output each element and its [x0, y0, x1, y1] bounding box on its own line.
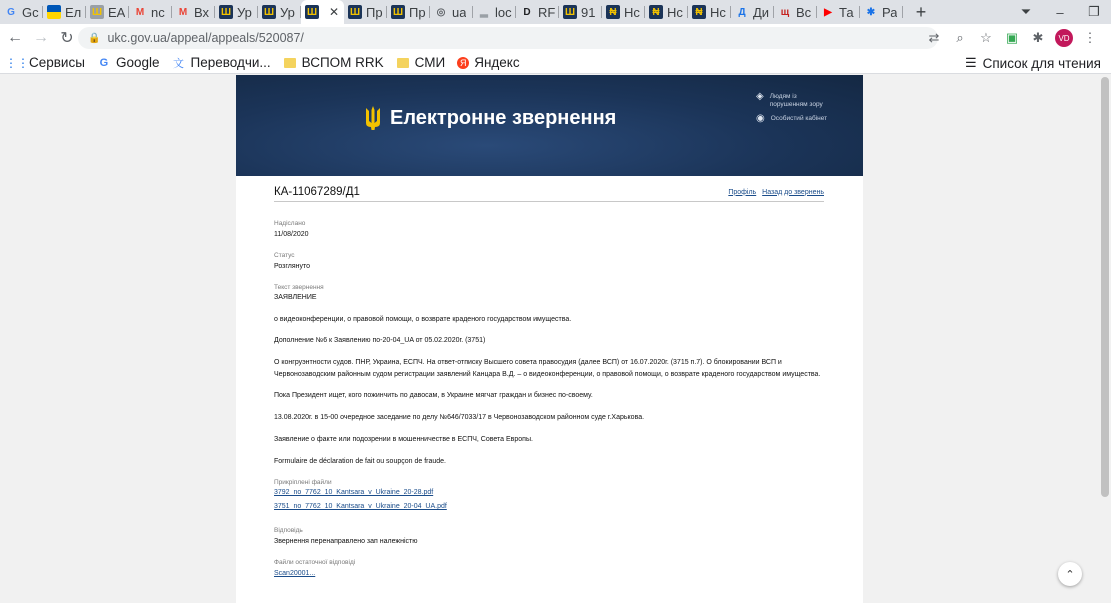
youtube-icon: ▶: [824, 6, 832, 18]
chart-icon: ▂: [480, 6, 488, 18]
tab-label: Ел: [65, 4, 82, 20]
reading-list-icon: ☰: [964, 55, 977, 70]
appeal-paragraph: Пока Президент ищет, кого пожинчить по давосам, в Украине мягчат граждан и бизнес по-своему.: [274, 392, 593, 399]
translate-icon: 文: [172, 57, 184, 70]
google-icon: G: [99, 56, 109, 69]
bookmark-yandex[interactable]: Я Яндекс: [457, 55, 519, 70]
scrollbar-thumb[interactable]: [1101, 77, 1109, 497]
attached-file-link[interactable]: 3792_no_7762_10_Kantsara_v_Ukraine_20-28.pdf: [274, 489, 434, 496]
browser-tab[interactable]: [731, 0, 774, 24]
appeal-paragraph: Заявление о факте или подозрении в мошенничестве в ЕСПЧ, Совета Европы.: [274, 436, 533, 443]
appeal-card: [236, 75, 863, 603]
browser-tab[interactable]: [860, 0, 903, 24]
final-file-link[interactable]: Scan20001...: [274, 570, 316, 577]
url-text: ukc.gov.ua/appeal/appeals/520087/: [107, 31, 304, 45]
trident-icon: Ш: [263, 6, 275, 18]
status-label: Статус: [274, 252, 295, 259]
tab-label: Нс: [710, 4, 726, 20]
browser-tab[interactable]: [473, 0, 516, 24]
court-icon: ₦: [649, 5, 663, 19]
court-icon: ₦: [606, 5, 620, 19]
browser-tab[interactable]: [430, 0, 473, 24]
browser-tab[interactable]: [172, 0, 215, 24]
new-tab-button[interactable]: +: [915, 1, 927, 22]
browser-tab[interactable]: [86, 0, 129, 24]
tab-label: Ди: [753, 4, 770, 20]
chevron-up-icon: ⌃: [1065, 568, 1075, 581]
tab-label: Вс: [796, 4, 812, 20]
browser-tab[interactable]: [215, 0, 258, 24]
tab-label: Нс: [624, 4, 640, 20]
trident-icon: Ш: [564, 6, 576, 18]
browser-tab[interactable]: [817, 0, 860, 24]
appeal-content: [274, 186, 824, 202]
extension-green-icon[interactable]: ▣: [1005, 30, 1019, 45]
appeal-paragraph: О конгруэнтности судов. ПНР, Украина, ЕСПЧ. На ответ-отписку Высшего совета правосудия (далее ВСП) от 16.07.2020г. (3715 п.7). О блокировании ВСП и Червонозаводским районным судом регистрации заявлений Канцара В.Д. – о видеоконференции, о правовой помощи, о возврате краденого государством имущества.: [274, 359, 821, 378]
attached-file-link[interactable]: 3751_no_7762_10_Kantsara_v_Ukraine_20-04_UA.pdf: [274, 503, 447, 510]
close-icon[interactable]: ✕: [329, 5, 340, 19]
avatar[interactable]: VD: [1055, 29, 1073, 47]
record-header: [274, 186, 824, 202]
sent-label: Надіслано: [274, 220, 306, 227]
back-arrow-icon[interactable]: ←: [7, 29, 23, 46]
tab-label: Вх: [194, 4, 210, 20]
browser-tab[interactable]: [387, 0, 430, 24]
apps-grid-icon: ⋮⋮: [5, 55, 29, 70]
ua-flag-icon: [47, 5, 61, 19]
d-icon: Д: [738, 6, 746, 18]
back-to-appeals-link[interactable]: Назад до звернень: [762, 188, 824, 196]
tab-label: Ра: [882, 4, 898, 20]
text-icon: щ: [780, 6, 790, 18]
final-files-label: Файли остаточної відповіді: [274, 559, 356, 566]
tab-label: nc: [151, 4, 165, 20]
bookmark-translate[interactable]: 文 Переводчи...: [172, 55, 271, 70]
browser-tab[interactable]: [344, 0, 387, 24]
tab-label: 91: [581, 4, 596, 20]
lock-icon[interactable]: 🔒: [88, 32, 101, 44]
browser-tab[interactable]: [645, 0, 688, 24]
sent-date: 11/08/2020: [274, 231, 309, 238]
bookmark-folder-vspom[interactable]: ВСПОМ RRK: [283, 55, 384, 70]
answer-value: Звернення перенаправлено зап належністю: [274, 538, 418, 545]
gmail-icon: M: [135, 6, 145, 18]
bookmarks-bar: [0, 52, 1111, 74]
browser-tab[interactable]: [129, 0, 172, 24]
user-icon: ◉: [756, 113, 765, 124]
bookmark-star-icon[interactable]: ☆: [980, 30, 992, 45]
trident-logo-icon: [364, 105, 382, 131]
window-controls: [1009, 0, 1111, 24]
browser-tab[interactable]: [258, 0, 301, 24]
tab-label: Та: [839, 4, 854, 20]
reading-list[interactable]: ☰ Список для чтения: [964, 55, 1101, 71]
minimize-icon[interactable]: –: [1056, 4, 1064, 20]
page-header: [236, 75, 863, 176]
tab-label: Ур: [237, 4, 252, 20]
restore-icon[interactable]: ❐: [1088, 4, 1100, 19]
browser-tab[interactable]: [43, 0, 86, 24]
tab-strip: [0, 0, 1111, 24]
translate-icon[interactable]: ⇄: [928, 30, 940, 45]
page-viewport: [0, 75, 1099, 603]
address-bar[interactable]: [78, 27, 938, 49]
globe-icon: ◎: [436, 6, 446, 18]
appeal-paragraph: Дополнение №6 к Заявлению по-20-04_UA от 05.02.2020г. (3751): [274, 337, 486, 344]
files-label: Прикріплені файли: [274, 479, 332, 486]
browser-tab[interactable]: [559, 0, 602, 24]
menu-kebab-icon[interactable]: ⋮: [1083, 30, 1097, 45]
trident-icon: Ш: [220, 6, 232, 18]
page-scrollbar[interactable]: [1099, 75, 1111, 603]
trident-icon: Ш: [392, 6, 404, 18]
site-title[interactable]: Електронне звернення: [364, 105, 616, 131]
trident-icon: Ш: [349, 6, 361, 18]
appeal-paragraph: 13.08.2020г. в 15-00 очередное заседание по делу №646/7033/17 в Червонозаводском районном суде г.Харькова.: [274, 414, 645, 421]
court-icon: ₦: [692, 5, 706, 19]
tab-label: Пр: [366, 4, 383, 20]
browser-tab[interactable]: [516, 0, 559, 24]
low-vision-icon: ◈: [756, 91, 764, 102]
profile-link[interactable]: Профіль: [728, 188, 757, 196]
bookmark-folder-smi[interactable]: СМИ: [396, 55, 446, 70]
zoom-icon[interactable]: ⌕: [956, 30, 964, 45]
trident-icon: Ш: [306, 6, 318, 18]
bookmark-apps[interactable]: ⋮⋮ Сервисы: [5, 55, 85, 70]
extensions-puzzle-icon[interactable]: ✱: [1032, 30, 1044, 45]
tab-label: Gc: [22, 4, 39, 20]
appeal-paragraph: ЗАЯВЛЕНИЕ: [274, 294, 317, 301]
answer-label: Відповідь: [274, 527, 303, 534]
forward-arrow-icon[interactable]: →: [33, 29, 49, 46]
accessibility-link[interactable]: ◈ Людям із порушенням зору: [756, 91, 823, 108]
tab-label: ua: [452, 4, 467, 20]
folder-icon: [283, 56, 297, 70]
yandex-icon: Я: [457, 57, 469, 69]
appeal-paragraph: Formulaire de déclaration de fait ou soupçon de fraude.: [274, 458, 446, 465]
browser-tab[interactable]: [602, 0, 645, 24]
cabinet-link[interactable]: ◉ Особистий кабінет: [756, 113, 828, 124]
puzzle-icon: ✱: [866, 6, 876, 18]
gmail-icon: M: [178, 6, 188, 18]
browser-tab[interactable]: [0, 0, 43, 24]
browser-tab[interactable]: [688, 0, 731, 24]
tab-label: Ур: [280, 4, 295, 20]
tab-label: Нс: [667, 4, 683, 20]
d-logo-icon: D: [523, 6, 531, 18]
google-icon: G: [7, 6, 15, 18]
appeal-id: КА-11067289/Д1: [274, 186, 360, 198]
tab-label: loc: [495, 4, 512, 20]
browser-tab[interactable]: [774, 0, 817, 24]
bookmark-google[interactable]: G Google: [97, 55, 160, 70]
status-value: Розглянуто: [274, 263, 311, 270]
tab-label: Пр: [409, 4, 426, 20]
browser-toolbar: [0, 24, 1111, 52]
scroll-to-top-button[interactable]: [1058, 562, 1082, 586]
tab-search-icon[interactable]: ⏷: [1020, 4, 1032, 19]
appeal-paragraph: о видеоконференции, о правовой помощи, о возврате краденого государством имущества.: [274, 316, 572, 323]
browser-tab[interactable]: [301, 0, 344, 24]
text-label: Текст звернення: [274, 284, 324, 291]
tab-label: ЕА: [108, 4, 125, 20]
trident-icon: Ш: [91, 6, 103, 18]
reload-icon[interactable]: ↻: [60, 30, 74, 47]
tab-label: RF: [538, 4, 555, 20]
folder-icon: [396, 56, 410, 70]
